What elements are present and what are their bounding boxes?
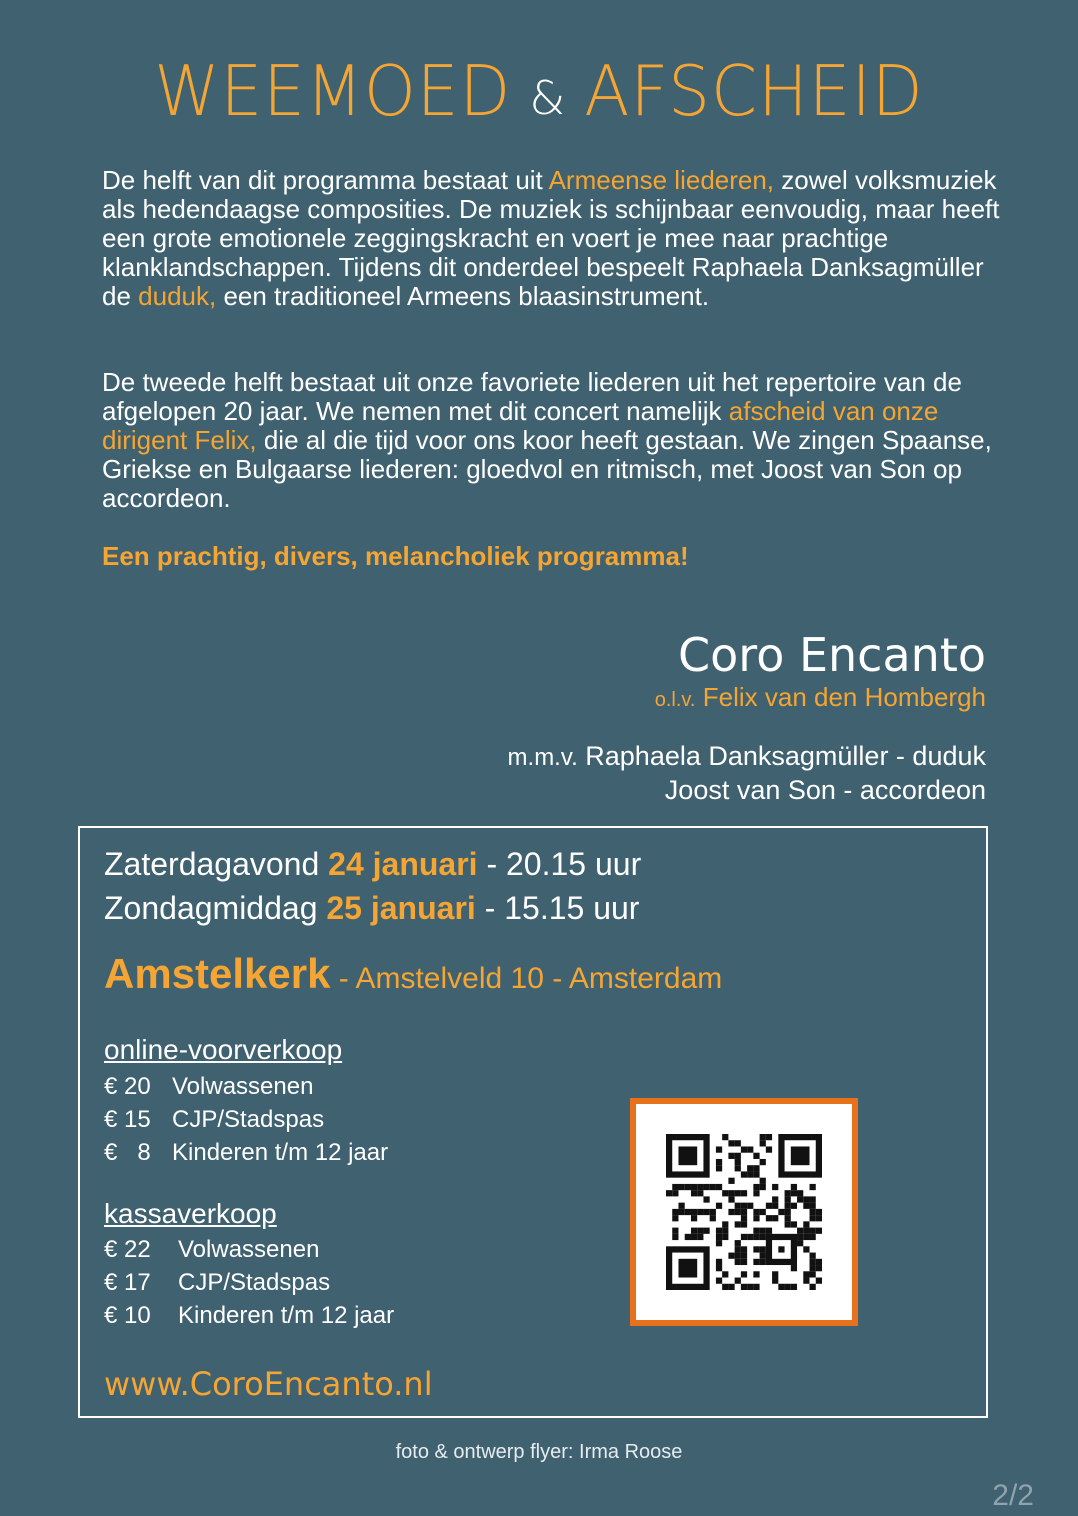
mmv-label: m.m.v. [507,744,578,771]
price: € 20 [104,1073,151,1100]
title-afscheid: AFSCHEID [584,51,924,132]
guest-accordeon: Joost van Son - accordeon [664,775,986,805]
choir-block [655,628,986,715]
date-value: 25 januari [326,890,476,926]
olv-label: o.l.v. [654,689,696,711]
price: € 15 [104,1106,151,1133]
price-label: Volwassenen [172,1073,314,1100]
page-title [0,52,1078,138]
conductor-line [655,682,986,715]
website-link[interactable]: www.CoroEncanto.nl [104,1365,433,1403]
box-office-price-list [104,1233,394,1332]
list-item [104,1266,394,1299]
design-credit: foto & ontwerp flyer: Irma Roose [395,1441,683,1463]
list-item [104,1233,394,1266]
choir-name: Coro Encanto [678,628,986,682]
venue [104,950,722,1003]
list-item [104,1070,388,1103]
guest-duduk: Raphaela Danksagmüller - duduk [585,741,986,771]
price-label: Kinderen t/m 12 jaar [178,1302,395,1329]
guest-performers [508,740,986,807]
price: € 22 [104,1236,151,1263]
qr-code-icon[interactable] [630,1098,858,1326]
price-label: Kinderen t/m 12 jaar [172,1139,389,1166]
date-sunday [104,888,639,928]
list-item [104,1136,388,1169]
text-span: een traditioneel Armeens blaasinstrument. [216,281,710,311]
time-value: - 20.15 uur [477,846,642,882]
qr-code-graphic [666,1134,822,1290]
price: € 10 [104,1302,151,1329]
page-number: 2/2 [992,1479,1034,1512]
text-span: De helft van dit programma bestaat uit [102,165,549,195]
price: € 8 [104,1139,151,1166]
highlight-duduk: duduk, [138,281,217,311]
guest-line-1 [508,740,986,774]
text-span: die al die tijd voor ons koor heeft gestaan. We zingen Spaanse, Griekse en Bulgaarse liederen: gloedvol en ritmisch, met Joost van Son op accordeon. [102,425,992,513]
day-label: Zaterdagavond [104,846,329,882]
online-price-list [104,1070,388,1169]
date-value: 24 januari [328,846,478,882]
online-presale-link[interactable]: online-voorverkoop [104,1034,343,1065]
highlight-farewell: afscheid van onze dirigent Felix, [102,396,939,455]
info-box [78,826,988,1418]
box-office-heading: kassaverkoop [104,1198,277,1229]
day-label: Zondagmiddag [104,890,327,926]
list-item [104,1299,394,1332]
list-item [104,1103,388,1136]
title-weemoed: WEEMOED [154,51,512,132]
conductor-name: Felix van den Hombergh [702,682,986,712]
time-value: - 15.15 uur [475,890,640,926]
text-span: zowel volksmuziek als hedendaagse composities. De muziek is schijnbaar eenvoudig, maar heeft een grote emotionele zeggingskracht en voert je mee naar prachtige klanklandschappen. Tijdens dit onderdeel bespeelt Raphaela Danksagmüller de [102,165,1000,311]
second-paragraph [102,368,1002,513]
date-saturday [104,844,641,884]
highlight-armenian-songs: Armeense liederen, [548,165,775,195]
price-label: Volwassenen [178,1236,320,1263]
tagline: Een prachtig, divers, melancholiek programma! [102,541,689,571]
intro-paragraph [102,166,1002,311]
price: € 17 [104,1269,151,1296]
price-label: CJP/Stadspas [172,1106,325,1133]
venue-name: Amstelkerk [104,950,331,997]
price-label: CJP/Stadspas [178,1269,331,1296]
text-span: De tweede helft bestaat uit onze favoriete liederen uit het repertoire van de afgelopen 20 jaar. We nemen met dit concert namelijk [102,367,962,426]
venue-address: - Amstelveld 10 - Amsterdam [330,962,723,995]
title-ampersand: & [529,71,567,125]
